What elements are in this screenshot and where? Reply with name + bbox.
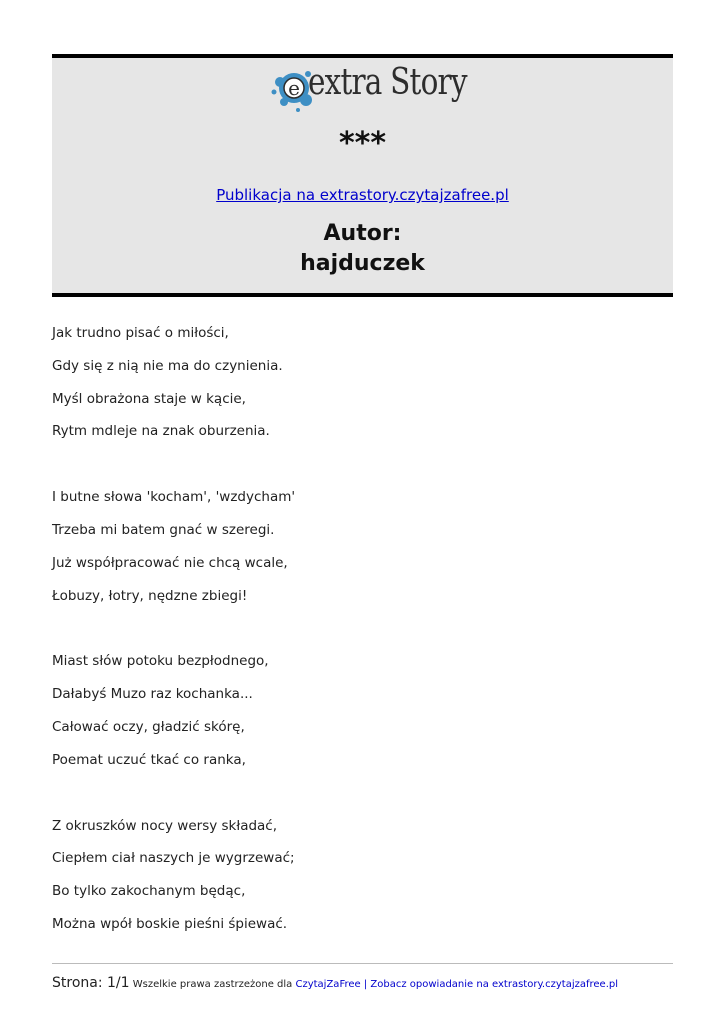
site-link[interactable]: CzytajZaFree — [295, 979, 361, 990]
stanza — [52, 324, 672, 455]
story-title: *** — [338, 126, 387, 161]
story-link[interactable]: Zobacz opowiadanie na extrastory.czytajzafree.pl — [370, 979, 619, 990]
poem-line: Gdy się z nią nie ma do czynienia. — [52, 357, 283, 374]
header-box — [52, 54, 673, 297]
poem-line: Myśl obrażona staje w kącie, — [52, 390, 246, 407]
poem-line: Miast słów potoku bezpłodnego, — [52, 653, 269, 670]
poem-line: Już współpracować nie chcą wcale, — [52, 554, 288, 571]
poem-line: Ciepłem ciał naszych je wygrzewać; — [52, 850, 295, 867]
stanza — [52, 488, 672, 619]
stanza — [52, 817, 672, 948]
publication-link[interactable]: Publikacja na extrastory.czytajzafree.pl — [216, 186, 509, 204]
poem-line: Łobuzy, łotry, nędzne zbiegi! — [52, 587, 248, 604]
poem-line: I butne słowa 'kocham', 'wzdycham' — [52, 489, 296, 506]
rights-text: Wszelkie prawa zastrzeżone dla — [132, 979, 293, 990]
poem-line: Poemat uczuć tkać co ranka, — [52, 751, 246, 768]
poem-body — [52, 324, 672, 981]
footer-divider — [52, 963, 673, 964]
author-label: Autor: — [323, 221, 402, 246]
poem-line: Całować oczy, gładzić skórę, — [52, 718, 245, 735]
footer — [52, 975, 618, 991]
poem-line: Bo tylko zakochanym będąc, — [52, 883, 246, 900]
footer-separator: | — [363, 979, 368, 990]
stanza — [52, 652, 672, 783]
poem-line: Jak trudno pisać o miłości, — [52, 325, 229, 341]
extra-story-logo — [268, 62, 467, 114]
author-name: hajduczek — [300, 251, 425, 276]
poem-line: Można wpół boskie pieśni śpiewać. — [52, 915, 288, 932]
poem-line: Z okruszków nocy wersy składać, — [52, 817, 278, 834]
poem-line: Trzeba mi batem gnać w szeregi. — [52, 521, 275, 538]
page-number: Strona: 1/1 — [52, 975, 130, 991]
poem-line: Rytm mdleje na znak oburzenia. — [52, 423, 270, 440]
svg-text:e: e — [288, 76, 300, 100]
logo-text: extra Story — [308, 62, 467, 103]
poem-line: Dałabyś Muzo raz kochanka... — [52, 686, 253, 703]
